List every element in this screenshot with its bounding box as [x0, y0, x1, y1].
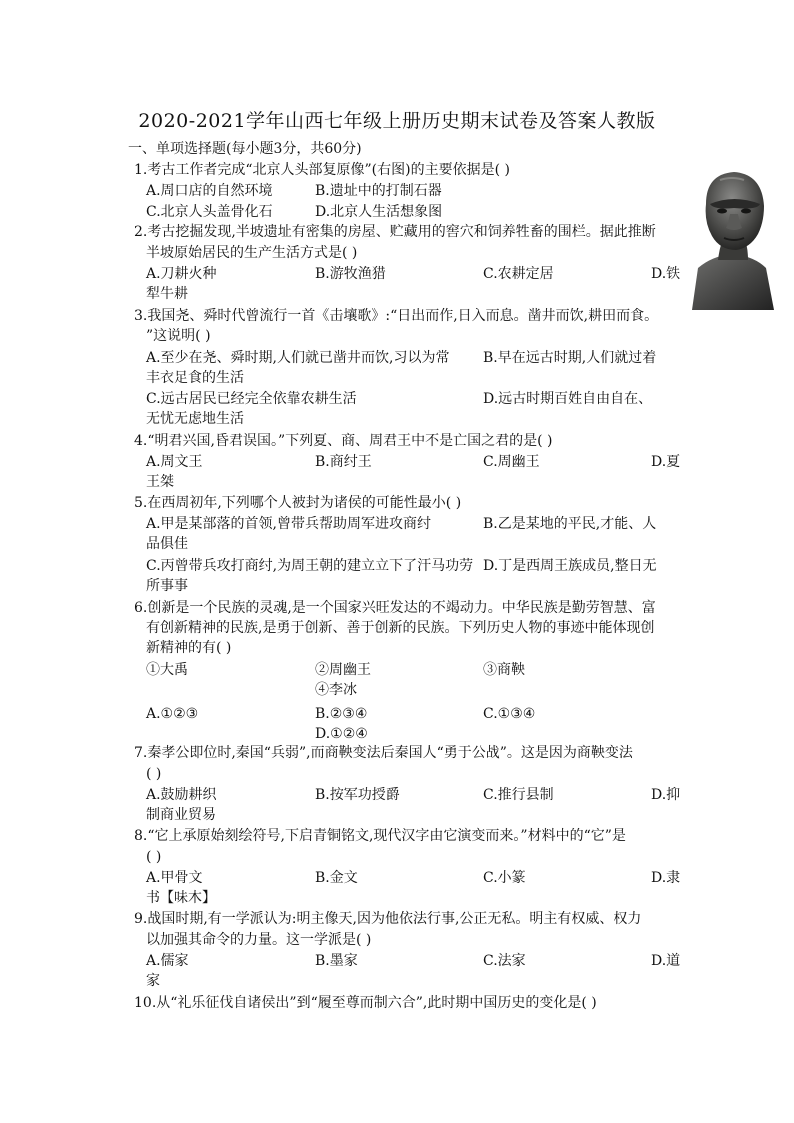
question-7-option-d: D.抑 [651, 787, 681, 803]
question-5-option-d-cont: 所事事 [146, 578, 188, 594]
question-9-option-d-cont: 家 [146, 973, 160, 989]
question-8-option-d-cont: 书【味木】 [146, 890, 216, 906]
question-8-option-c: C.小篆 [483, 870, 526, 886]
question-1-option-b: B.遗址中的打制石器 [315, 183, 442, 199]
question-2-option-d: D.铁 [651, 266, 681, 282]
question-4-option-d-cont: 王桀 [146, 474, 174, 490]
question-7-option-a: A.鼓励耕织 [146, 787, 217, 803]
question-5-option-a: A.甲是某部落的首领,曾带兵帮助周军进攻商纣 [146, 516, 432, 532]
question-6-stem-line-2: 有创新精神的民族,是勇于创新、善于创新的民族。下列历史人物的事迹中能体现创 [146, 620, 655, 636]
question-9-stem-line-1: 9.战国时期,有一学派认为:明主像天,因为他依法行事,公正无私。明主有权威、权力 [134, 911, 642, 927]
question-4-option-d: D.夏 [651, 454, 681, 470]
question-7-option-d-cont: 制商业贸易 [146, 807, 216, 823]
question-7-stem-line-1: 7.秦孝公即位时,秦国“兵弱”,而商鞅变法后秦国人“勇于公战”。这是因为商鞅变法 [134, 745, 633, 761]
question-2-stem-line-2: 半坡原始居民的生产生活方式是( ) [146, 245, 358, 261]
question-3-option-d: D.远古时期百姓自由自在、 [483, 391, 653, 407]
question-7-option-c: C.推行县制 [483, 787, 554, 803]
question-6-option-b: B.②③④ [315, 706, 368, 722]
question-1-stem: 1.考古工作者完成“北京人头部复原像”(右图)的主要依据是( ) [134, 162, 510, 178]
question-8-option-b: B.金文 [315, 870, 358, 886]
question-5-option-c: C.丙曾带兵攻打商纣,为周王朝的建立立下了汗马功劳 [146, 558, 474, 574]
question-4-option-b: B.商纣王 [315, 454, 372, 470]
question-5-option-b: B.乙是某地的平民,才能、人 [483, 516, 657, 532]
question-9-option-b: B.墨家 [315, 953, 358, 969]
question-6-option-c: C.①③④ [483, 706, 536, 722]
question-6-stem-line-1: 6.创新是一个民族的灵魂,是一个国家兴旺发达的不竭动力。中华民族是勤劳智慧、富 [134, 600, 656, 616]
peking-man-bust-image [684, 164, 780, 312]
question-5-stem: 5.在西周初年,下列哪个人被封为诸侯的可能性最小( ) [134, 495, 462, 511]
question-7-stem-line-2: ( ) [146, 766, 162, 782]
question-6-item-4: ④李冰 [315, 682, 357, 698]
question-5-option-b-cont: 品俱佳 [146, 536, 188, 552]
question-6-option-d: D.①②④ [315, 726, 368, 742]
question-3-option-d-cont: 无忧无虑地生活 [146, 411, 244, 427]
question-7-option-b: B.按军功授爵 [315, 787, 400, 803]
question-2-option-a: A.刀耕火种 [146, 266, 217, 282]
question-9-option-d: D.道 [651, 953, 681, 969]
question-3-stem-line-1: 3.我国尧、舜时代曾流行一首《击壤歌》:“日出而作,日入而息。凿井而饮,耕田而食。 [134, 308, 659, 324]
question-6-option-a: A.①②③ [146, 706, 199, 722]
question-9-option-c: C.法家 [483, 953, 526, 969]
question-3-option-b: B.早在远古时期,人们就过着 [483, 350, 657, 366]
question-6-item-1: ①大禹 [146, 662, 188, 678]
question-8-option-a: A.甲骨文 [146, 870, 203, 886]
question-1-option-a: A.周口店的自然环境 [146, 183, 273, 199]
question-8-stem-line-2: ( ) [146, 849, 162, 865]
question-1-option-c: C.北京人头盖骨化石 [146, 204, 273, 220]
section-heading: 一、单项选择题(每小题3分，共60分) [128, 141, 362, 157]
question-2-option-c: C.农耕定居 [483, 266, 554, 282]
question-2-option-d-cont: 犁牛耕 [146, 286, 188, 302]
question-10-stem: 10.从“礼乐征伐自诸侯出”到“履至尊而制六合”,此时期中国历史的变化是( ) [134, 995, 597, 1011]
question-1-option-d: D.北京人生活想象图 [315, 204, 443, 220]
question-6-stem-line-3: 新精神的有( ) [146, 640, 232, 656]
question-9-stem-line-2: 以加强其命令的力量。这一学派是( ) [146, 932, 372, 948]
question-8-stem-line-1: 8.“它上承原始刻绘符号,下启青铜铭文,现代汉字由它演变而来。”材料中的“它”是 [134, 828, 626, 844]
question-4-stem: 4.“明君兴国,昏君误国。”下列夏、商、周君王中不是亡国之君的是( ) [134, 433, 553, 449]
question-4-option-c: C.周幽王 [483, 454, 540, 470]
question-2-option-b: B.游牧渔猎 [315, 266, 386, 282]
question-9-option-a: A.儒家 [146, 953, 189, 969]
question-3-stem-line-2: ”这说明( ) [146, 328, 211, 344]
question-5-option-d: D.丁是西周王族成员,整日无 [483, 558, 657, 574]
question-3-option-b-cont: 丰衣足食的生活 [146, 370, 244, 386]
page-title: 2020-2021学年山西七年级上册历史期末试卷及答案人教版 [138, 110, 656, 132]
question-4-option-a: A.周文王 [146, 454, 203, 470]
question-2-stem-line-1: 2.考古挖掘发现,半坡遗址有密集的房屋、贮藏用的窖穴和饲养牲畜的围栏。据此推断 [134, 224, 656, 240]
question-8-option-d: D.隶 [651, 870, 681, 886]
question-6-item-3: ③商鞅 [483, 662, 525, 678]
question-3-option-c: C.远古居民已经完全依靠农耕生活 [146, 391, 357, 407]
question-3-option-a: A.至少在尧、舜时期,人们就已凿井而饮,习以为常 [146, 350, 450, 366]
question-6-item-2: ②周幽王 [315, 662, 371, 678]
